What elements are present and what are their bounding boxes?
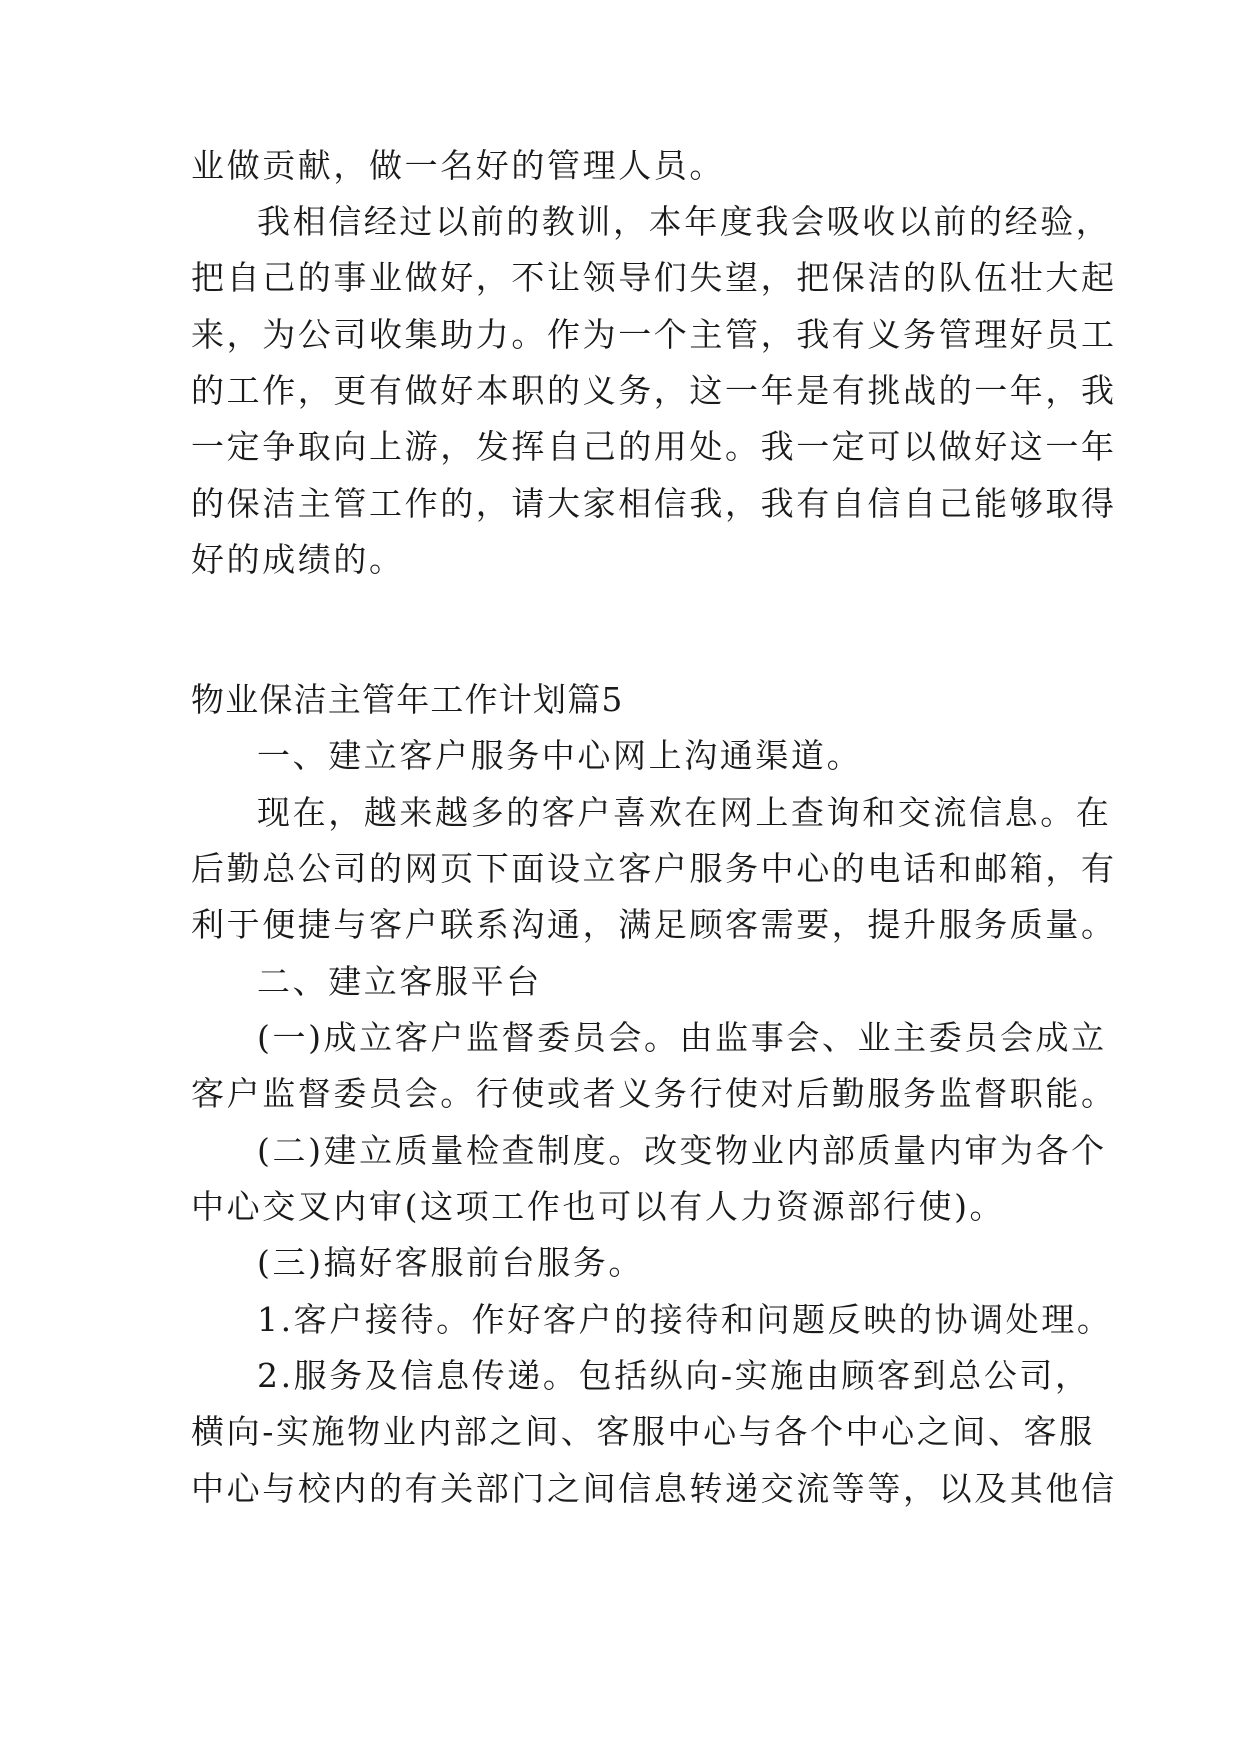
paragraph-line: (一)成立客户监督委员会。由监事会、业主委员会成立 xyxy=(257,1018,1107,1057)
paragraph-line: 现在，越来越多的客户喜欢在网上查询和交流信息。在 xyxy=(257,793,1112,832)
paragraph-line: 把自己的事业做好，不让领导们失望，把保洁的队伍壮大起 xyxy=(191,258,1117,297)
paragraph-line: 的工作，更有做好本职的义务，这一年是有挑战的一年，我 xyxy=(191,371,1117,410)
paragraph-line: 我相信经过以前的教训，本年度我会吸收以前的经验， xyxy=(257,202,1112,241)
paragraph-line: 中心与校内的有关部门之间信息转递交流等等，以及其他信 xyxy=(191,1469,1117,1508)
paragraph-line: 中心交叉内审(这项工作也可以有人力资源部行使)。 xyxy=(191,1187,1006,1226)
paragraph-line: (三)搞好客服前台服务。 xyxy=(257,1243,644,1282)
paragraph-line: 二、建立客服平台 xyxy=(257,962,542,1001)
paragraph-line: 客户监督委员会。行使或者义务行使对后勤服务监督职能。 xyxy=(191,1074,1117,1113)
paragraph-line: 一定争取向上游，发挥自己的用处。我一定可以做好这一年 xyxy=(191,427,1117,466)
paragraph-line: (二)建立质量检查制度。改变物业内部质量内审为各个 xyxy=(257,1131,1107,1170)
paragraph-line: 的保洁主管工作的，请大家相信我，我有自信自己能够取得 xyxy=(191,484,1117,523)
paragraph-line: 一、建立客户服务中心网上沟通渠道。 xyxy=(257,736,863,775)
paragraph-line: 横向-实施物业内部之间、客服中心与各个中心之间、客服 xyxy=(191,1412,1095,1451)
paragraph-line: 1.客户接待。作好客户的接待和问题反映的协调处理。 xyxy=(257,1300,1113,1339)
paragraph-line: 利于便捷与客户联系沟通，满足顾客需要，提升服务质量。 xyxy=(191,905,1117,944)
paragraph-line: 来，为公司收集助力。作为一个主管，我有义务管理好员工 xyxy=(191,315,1117,354)
paragraph-line: 2.服务及信息传递。包括纵向-实施由顾客到总公司， xyxy=(257,1356,1091,1395)
section-heading: 物业保洁主管年工作计划篇5 xyxy=(191,680,624,719)
paragraph-line: 后勤总公司的网页下面设立客户服务中心的电话和邮箱，有 xyxy=(191,849,1117,888)
paragraph-line: 好的成绩的。 xyxy=(191,540,405,579)
paragraph-line: 业做贡献，做一名好的管理人员。 xyxy=(191,146,725,185)
